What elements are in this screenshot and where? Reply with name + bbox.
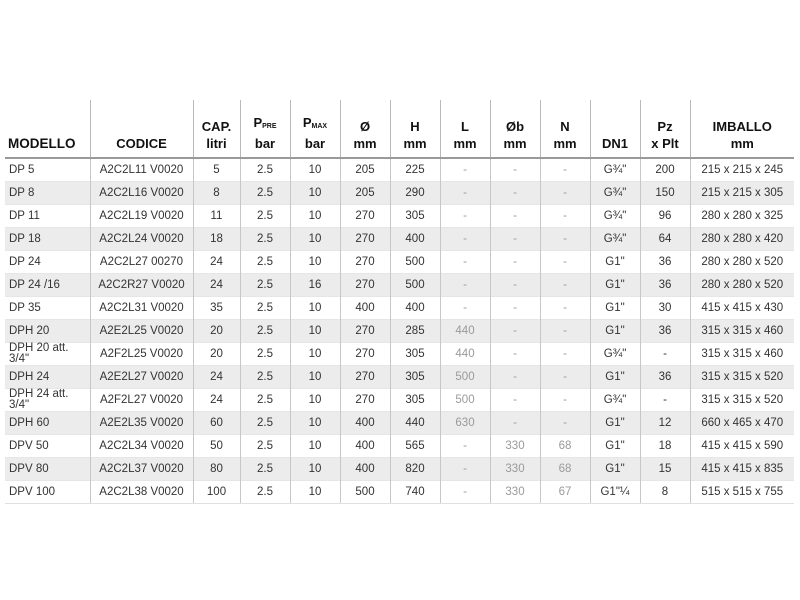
- cell-imballo: 280 x 280 x 520: [690, 251, 794, 274]
- table-row: [5, 435, 794, 458]
- cell-pmax: 10: [290, 251, 340, 274]
- table-row: [5, 297, 794, 320]
- header-length: L mm: [440, 100, 490, 158]
- cell-modello: DP 24: [5, 251, 90, 274]
- cell-pmax: 10: [290, 297, 340, 320]
- cell-pmax: 10: [290, 182, 340, 205]
- cell-cap: 24: [193, 366, 240, 389]
- cell-base-diameter: 330: [490, 481, 540, 504]
- cell-pmax: 10: [290, 228, 340, 251]
- cell-length: 500: [440, 366, 490, 389]
- cell-diameter: 270: [340, 205, 390, 228]
- cell-height: 565: [390, 435, 440, 458]
- header-diameter: Ø mm: [340, 100, 390, 158]
- cell-dn1: G1"¼: [590, 481, 640, 504]
- cell-n: -: [540, 320, 590, 343]
- cell-base-diameter: -: [490, 343, 540, 366]
- cell-cap: 11: [193, 205, 240, 228]
- cell-pz: 15: [640, 458, 690, 481]
- header-cap: CAP. litri: [193, 100, 240, 158]
- table-row: [5, 205, 794, 228]
- cell-pz: 36: [640, 320, 690, 343]
- cell-dn1: G1": [590, 412, 640, 435]
- cell-dn1: G1": [590, 274, 640, 297]
- cell-codice: A2F2L25 V0020: [90, 343, 193, 366]
- cell-cap: 24: [193, 251, 240, 274]
- cell-codice: A2C2R27 V0020: [90, 274, 193, 297]
- header-codice: CODICE: [90, 100, 193, 158]
- cell-pz: 36: [640, 366, 690, 389]
- cell-ppre: 2.5: [240, 458, 290, 481]
- cell-dn1: G1": [590, 435, 640, 458]
- table-row: [5, 320, 794, 343]
- cell-pz: 12: [640, 412, 690, 435]
- cell-ppre: 2.5: [240, 182, 290, 205]
- cell-codice: A2E2L27 V0020: [90, 366, 193, 389]
- cell-pmax: 10: [290, 366, 340, 389]
- cell-length: -: [440, 481, 490, 504]
- cell-base-diameter: -: [490, 320, 540, 343]
- cell-imballo: 280 x 280 x 420: [690, 228, 794, 251]
- cell-imballo: 515 x 515 x 755: [690, 481, 794, 504]
- cell-dn1: G1": [590, 366, 640, 389]
- cell-base-diameter: -: [490, 182, 540, 205]
- cell-diameter: 270: [340, 251, 390, 274]
- cell-dn1: G1": [590, 251, 640, 274]
- cell-cap: 50: [193, 435, 240, 458]
- cell-base-diameter: -: [490, 228, 540, 251]
- cell-modello: DPV 50: [5, 435, 90, 458]
- table-row: [5, 412, 794, 435]
- cell-ppre: 2.5: [240, 366, 290, 389]
- cell-imballo: 315 x 315 x 520: [690, 366, 794, 389]
- cell-pz: 8: [640, 481, 690, 504]
- cell-length: 440: [440, 343, 490, 366]
- cell-codice: A2C2L16 V0020: [90, 182, 193, 205]
- cell-pz: 150: [640, 182, 690, 205]
- cell-length: -: [440, 251, 490, 274]
- cell-base-diameter: -: [490, 205, 540, 228]
- cell-pz: 64: [640, 228, 690, 251]
- table-row: [5, 458, 794, 481]
- cell-cap: 35: [193, 297, 240, 320]
- cell-length: -: [440, 182, 490, 205]
- cell-diameter: 205: [340, 158, 390, 182]
- cell-n: -: [540, 343, 590, 366]
- table-row: [5, 182, 794, 205]
- cell-n: -: [540, 182, 590, 205]
- cell-modello: DP 35: [5, 297, 90, 320]
- cell-modello: DPH 24: [5, 366, 90, 389]
- cell-codice: A2C2L11 V0020: [90, 158, 193, 182]
- cell-codice: A2F2L27 V0020: [90, 389, 193, 412]
- cell-dn1: G¾": [590, 158, 640, 182]
- cell-base-diameter: 330: [490, 435, 540, 458]
- cell-dn1: G1": [590, 458, 640, 481]
- cell-diameter: 270: [340, 274, 390, 297]
- cell-modello: DPH 60: [5, 412, 90, 435]
- cell-height: 305: [390, 389, 440, 412]
- header-dn1: DN1: [590, 100, 640, 158]
- cell-dn1: G¾": [590, 182, 640, 205]
- cell-pz: -: [640, 389, 690, 412]
- cell-height: 305: [390, 366, 440, 389]
- table-row: [5, 343, 794, 366]
- cell-modello: DP 11: [5, 205, 90, 228]
- cell-n: -: [540, 205, 590, 228]
- cell-cap: 60: [193, 412, 240, 435]
- cell-diameter: 500: [340, 481, 390, 504]
- cell-modello: DPH 20: [5, 320, 90, 343]
- cell-imballo: 415 x 415 x 590: [690, 435, 794, 458]
- cell-ppre: 2.5: [240, 228, 290, 251]
- cell-ppre: 2.5: [240, 389, 290, 412]
- cell-n: -: [540, 158, 590, 182]
- header-ppre: PPRE bar: [240, 100, 290, 158]
- cell-cap: 20: [193, 320, 240, 343]
- table-row: [5, 228, 794, 251]
- cell-pmax: 10: [290, 343, 340, 366]
- cell-codice: A2E2L35 V0020: [90, 412, 193, 435]
- cell-dn1: G¾": [590, 228, 640, 251]
- cell-diameter: 270: [340, 320, 390, 343]
- cell-height: 225: [390, 158, 440, 182]
- cell-pmax: 10: [290, 412, 340, 435]
- cell-base-diameter: -: [490, 158, 540, 182]
- cell-n: -: [540, 297, 590, 320]
- cell-imballo: 215 x 215 x 305: [690, 182, 794, 205]
- cell-imballo: 315 x 315 x 460: [690, 320, 794, 343]
- cell-cap: 24: [193, 389, 240, 412]
- cell-diameter: 270: [340, 389, 390, 412]
- cell-imballo: 660 x 465 x 470: [690, 412, 794, 435]
- cell-dn1: G¾": [590, 389, 640, 412]
- cell-ppre: 2.5: [240, 251, 290, 274]
- cell-modello: DPV 80: [5, 458, 90, 481]
- cell-base-diameter: -: [490, 389, 540, 412]
- cell-dn1: G1": [590, 297, 640, 320]
- cell-ppre: 2.5: [240, 205, 290, 228]
- cell-pmax: 10: [290, 320, 340, 343]
- cell-codice: A2E2L25 V0020: [90, 320, 193, 343]
- cell-diameter: 270: [340, 343, 390, 366]
- cell-codice: A2C2L24 V0020: [90, 228, 193, 251]
- cell-n: -: [540, 389, 590, 412]
- cell-height: 500: [390, 251, 440, 274]
- cell-pmax: 16: [290, 274, 340, 297]
- cell-modello: DP 18: [5, 228, 90, 251]
- cell-length: -: [440, 297, 490, 320]
- cell-n: -: [540, 228, 590, 251]
- cell-base-diameter: -: [490, 274, 540, 297]
- cell-imballo: 315 x 315 x 460: [690, 343, 794, 366]
- cell-modello: DPH 20 att. 3/4": [5, 343, 90, 366]
- cell-dn1: G¾": [590, 205, 640, 228]
- cell-n: -: [540, 366, 590, 389]
- cell-length: -: [440, 274, 490, 297]
- cell-ppre: 2.5: [240, 343, 290, 366]
- table-row: [5, 366, 794, 389]
- cell-length: -: [440, 458, 490, 481]
- cell-codice: A2C2L37 V0020: [90, 458, 193, 481]
- cell-pmax: 10: [290, 158, 340, 182]
- cell-pz: 36: [640, 274, 690, 297]
- cell-diameter: 270: [340, 366, 390, 389]
- cell-length: -: [440, 158, 490, 182]
- cell-dn1: G1": [590, 320, 640, 343]
- cell-modello: DP 8: [5, 182, 90, 205]
- cell-ppre: 2.5: [240, 481, 290, 504]
- header-row: [5, 100, 794, 158]
- cell-length: 630: [440, 412, 490, 435]
- cell-diameter: 400: [340, 297, 390, 320]
- cell-length: -: [440, 435, 490, 458]
- cell-base-diameter: -: [490, 366, 540, 389]
- cell-cap: 18: [193, 228, 240, 251]
- cell-imballo: 215 x 215 x 245: [690, 158, 794, 182]
- spec-table-body: [5, 158, 794, 504]
- cell-height: 285: [390, 320, 440, 343]
- cell-ppre: 2.5: [240, 297, 290, 320]
- cell-imballo: 280 x 280 x 325: [690, 205, 794, 228]
- cell-diameter: 400: [340, 458, 390, 481]
- cell-imballo: 315 x 315 x 520: [690, 389, 794, 412]
- cell-cap: 20: [193, 343, 240, 366]
- cell-length: 500: [440, 389, 490, 412]
- cell-pz: 30: [640, 297, 690, 320]
- cell-pz: 96: [640, 205, 690, 228]
- cell-imballo: 280 x 280 x 520: [690, 274, 794, 297]
- cell-imballo: 415 x 415 x 430: [690, 297, 794, 320]
- cell-pmax: 10: [290, 481, 340, 504]
- cell-height: 500: [390, 274, 440, 297]
- cell-pz: 200: [640, 158, 690, 182]
- cell-cap: 80: [193, 458, 240, 481]
- cell-modello: DPV 100: [5, 481, 90, 504]
- cell-length: 440: [440, 320, 490, 343]
- header-pmax: PMAX bar: [290, 100, 340, 158]
- table-row: [5, 158, 794, 182]
- cell-base-diameter: -: [490, 412, 540, 435]
- header-base-diameter: Øb mm: [490, 100, 540, 158]
- cell-pmax: 10: [290, 435, 340, 458]
- cell-height: 305: [390, 343, 440, 366]
- cell-pz: 18: [640, 435, 690, 458]
- cell-n: 67: [540, 481, 590, 504]
- cell-length: -: [440, 228, 490, 251]
- cell-diameter: 400: [340, 435, 390, 458]
- cell-imballo: 415 x 415 x 835: [690, 458, 794, 481]
- header-pz: Pz x Plt: [640, 100, 690, 158]
- cell-pz: -: [640, 343, 690, 366]
- cell-cap: 8: [193, 182, 240, 205]
- cell-height: 440: [390, 412, 440, 435]
- cell-codice: A2C2L27 00270: [90, 251, 193, 274]
- cell-modello: DP 5: [5, 158, 90, 182]
- cell-n: -: [540, 274, 590, 297]
- spec-table: [5, 100, 794, 504]
- cell-cap: 5: [193, 158, 240, 182]
- cell-codice: A2C2L34 V0020: [90, 435, 193, 458]
- cell-modello: DP 24 /16: [5, 274, 90, 297]
- header-n: N mm: [540, 100, 590, 158]
- cell-diameter: 400: [340, 412, 390, 435]
- cell-pmax: 10: [290, 458, 340, 481]
- cell-ppre: 2.5: [240, 274, 290, 297]
- cell-ppre: 2.5: [240, 158, 290, 182]
- cell-base-diameter: -: [490, 297, 540, 320]
- cell-base-diameter: 330: [490, 458, 540, 481]
- table-row: [5, 389, 794, 412]
- cell-cap: 24: [193, 274, 240, 297]
- cell-ppre: 2.5: [240, 435, 290, 458]
- cell-n: -: [540, 412, 590, 435]
- cell-n: 68: [540, 435, 590, 458]
- table-row: [5, 251, 794, 274]
- cell-diameter: 270: [340, 228, 390, 251]
- cell-height: 820: [390, 458, 440, 481]
- cell-codice: A2C2L31 V0020: [90, 297, 193, 320]
- cell-ppre: 2.5: [240, 412, 290, 435]
- cell-height: 740: [390, 481, 440, 504]
- cell-height: 290: [390, 182, 440, 205]
- cell-base-diameter: -: [490, 251, 540, 274]
- cell-pz: 36: [640, 251, 690, 274]
- cell-height: 400: [390, 228, 440, 251]
- cell-height: 400: [390, 297, 440, 320]
- cell-ppre: 2.5: [240, 320, 290, 343]
- header-modello: MODELLO: [8, 136, 76, 151]
- header-imballo: IMBALLO mm: [690, 100, 794, 158]
- cell-n: -: [540, 251, 590, 274]
- cell-modello: DPH 24 att. 3/4": [5, 389, 90, 412]
- cell-dn1: G¾": [590, 343, 640, 366]
- cell-codice: A2C2L38 V0020: [90, 481, 193, 504]
- cell-pmax: 10: [290, 389, 340, 412]
- cell-diameter: 205: [340, 182, 390, 205]
- cell-codice: A2C2L19 V0020: [90, 205, 193, 228]
- table-row: [5, 274, 794, 297]
- cell-height: 305: [390, 205, 440, 228]
- cell-cap: 100: [193, 481, 240, 504]
- header-height: H mm: [390, 100, 440, 158]
- table-row: [5, 481, 794, 504]
- cell-pmax: 10: [290, 205, 340, 228]
- cell-n: 68: [540, 458, 590, 481]
- cell-length: -: [440, 205, 490, 228]
